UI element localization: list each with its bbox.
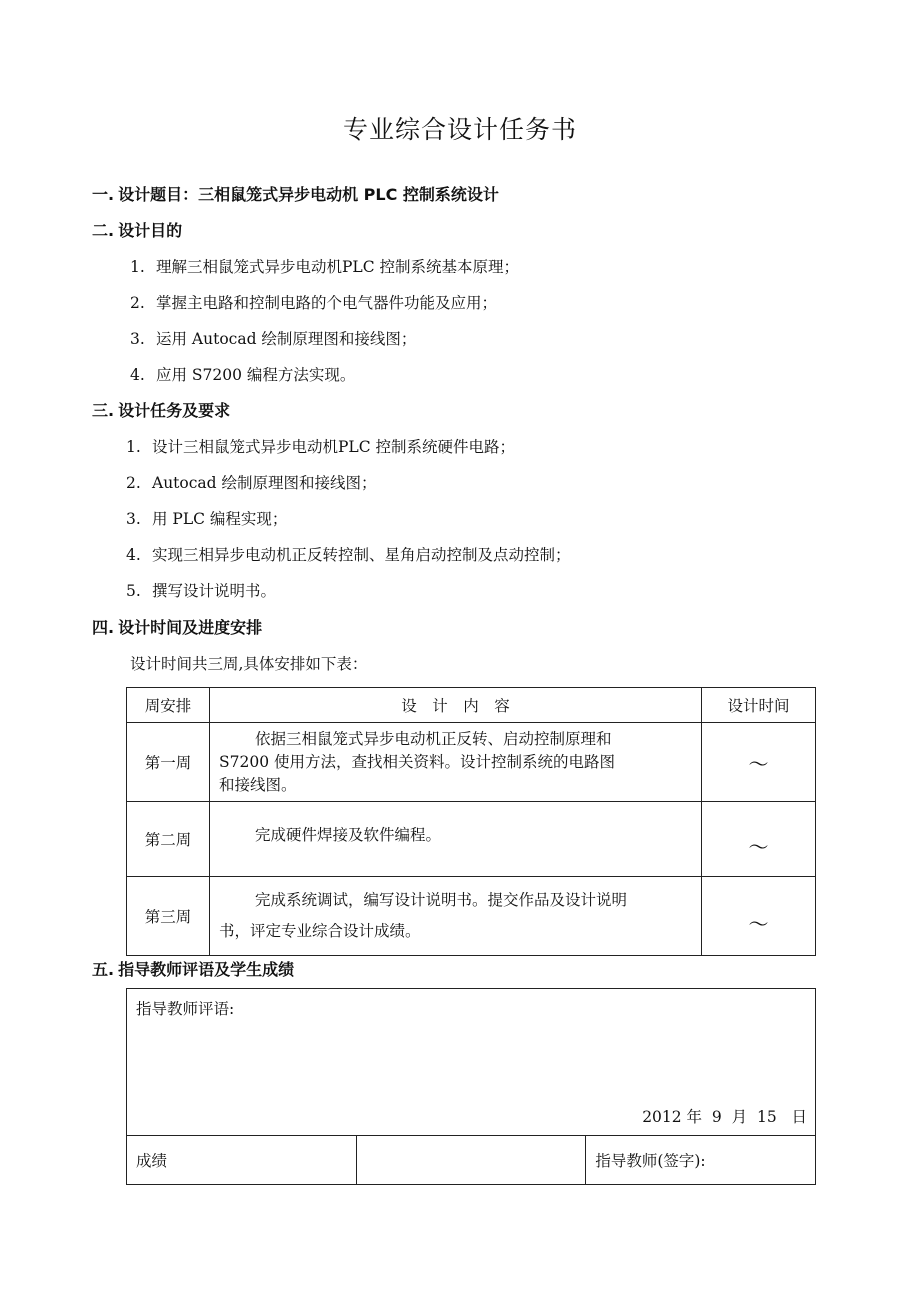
item-number: 2.: [126, 474, 141, 492]
list-item: [126, 508, 287, 530]
section-label: 设计时间及进度安排: [118, 618, 263, 637]
list-item: [130, 364, 355, 386]
week-cell: 第三周: [127, 877, 210, 956]
header-content: 设 计 内 容: [210, 688, 702, 723]
section-label: 设计题目：三相鼠笼式异步电动机 PLC 控制系统设计: [118, 185, 499, 204]
section-5-heading: [92, 959, 294, 981]
section-2-heading: [92, 220, 182, 242]
table-row: [127, 802, 816, 877]
content-cell: [210, 877, 702, 956]
content-line: 完成硬件焊接及软件编程。: [255, 825, 442, 844]
item-number: 1.: [130, 258, 145, 276]
week-cell: 第一周: [127, 723, 210, 802]
item-number: 4.: [130, 366, 145, 384]
list-item: [126, 472, 377, 494]
item-number: 2.: [130, 294, 145, 312]
section-1-heading: [92, 184, 499, 206]
time-value: ～: [748, 834, 769, 859]
item-text: 撰写设计说明书。: [152, 582, 277, 600]
section-label: 指导教师评语及学生成绩: [118, 960, 295, 979]
time-cell: [702, 802, 816, 877]
time-cell: [702, 877, 816, 956]
teacher-comment-area[interactable]: [127, 989, 816, 1136]
table-row: [127, 723, 816, 802]
section-label: 设计任务及要求: [118, 401, 231, 420]
item-number: 4.: [126, 546, 141, 564]
time-cell: [702, 723, 816, 802]
header-time: 设计时间: [702, 688, 816, 723]
list-item: [130, 328, 416, 350]
content-line: 书，评定专业综合设计成绩。: [219, 922, 421, 940]
list-item: [126, 436, 515, 458]
time-value: ～: [748, 911, 769, 936]
signature-label: 指导教师(签字):: [586, 1136, 816, 1185]
header-week: 周安排: [127, 688, 210, 723]
table-row: [127, 877, 816, 956]
item-text: 应用 S7200 编程方法实现。: [156, 366, 356, 384]
section-4-heading: [92, 617, 262, 639]
section-number: 四.: [92, 618, 115, 637]
item-text: 理解三相鼠笼式异步电动机PLC 控制系统基本原理；: [156, 258, 520, 276]
item-text: 运用 Autocad 绘制原理图和接线图；: [156, 330, 417, 348]
content-line: 和接线图。: [219, 775, 297, 794]
item-text: 设计三相鼠笼式异步电动机PLC 控制系统硬件电路；: [152, 438, 516, 456]
content-line: 依据三相鼠笼式异步电动机正反转、启动控制原理和: [255, 729, 612, 748]
table-header-row: [127, 688, 816, 723]
item-text: 用 PLC 编程实现；: [152, 510, 288, 528]
comment-date: 2012 年 9 月 15 日: [642, 1108, 807, 1126]
content-line: S7200 使用方法，查找相关资料。设计控制系统的电路图: [219, 752, 615, 771]
item-text: 实现三相异步电动机正反转控制、星角启动控制及点动控制；: [152, 546, 571, 564]
section-number: 一.: [92, 185, 115, 204]
item-number: 5.: [126, 582, 141, 600]
section-number: 三.: [92, 401, 115, 420]
comments-table: [126, 988, 816, 1185]
list-item: [126, 580, 276, 602]
grade-value-cell[interactable]: [356, 1136, 586, 1185]
grade-label: 成绩: [127, 1136, 357, 1185]
item-text: Autocad 绘制原理图和接线图；: [152, 474, 377, 492]
week-cell: 第二周: [127, 802, 210, 877]
content-line: 完成系统调试，编写设计说明书。提交作品及设计说明: [255, 891, 628, 909]
content-cell: [210, 723, 702, 802]
schedule-intro: 设计时间共三周,具体安排如下表：: [130, 655, 368, 673]
list-item: [130, 256, 519, 278]
item-number: 3.: [130, 330, 145, 348]
section-3-heading: [92, 400, 230, 422]
teacher-comment-label: 指导教师评语:: [136, 1000, 235, 1018]
document-title: 专业综合设计任务书: [342, 115, 577, 144]
list-item: [130, 292, 497, 314]
section-number: 五.: [92, 960, 115, 979]
item-text: 掌握主电路和控制电路的个电气器件功能及应用；: [156, 294, 498, 312]
section-number: 二.: [92, 221, 115, 240]
schedule-table: [126, 687, 816, 956]
item-number: 3.: [126, 510, 141, 528]
time-value: ～: [748, 751, 769, 776]
section-label: 设计目的: [118, 221, 183, 240]
item-number: 1.: [126, 438, 141, 456]
list-item: [126, 544, 571, 566]
content-cell: [210, 802, 702, 877]
